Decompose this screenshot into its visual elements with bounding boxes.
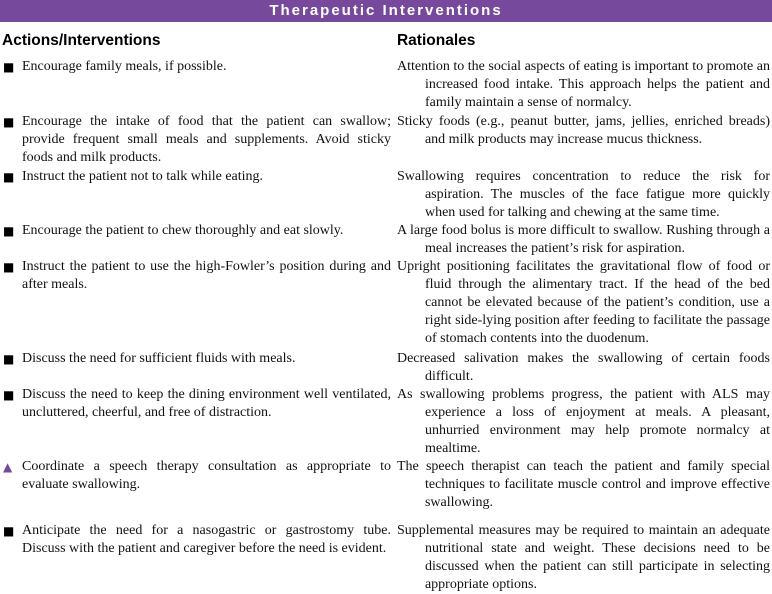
rationale-text: Sticky foods (e.g., peanut butter, jams, jellies, enriched breads) and milk products may increase mucus thickness. xyxy=(396,114,770,147)
square-bullet-icon: ■ xyxy=(3,170,15,184)
rationale-cell xyxy=(397,386,770,458)
action-cell xyxy=(2,168,391,186)
rationale-text: Attention to the social aspects of eating is important to promote an increased food intake. This approach helps the patient and family maintain a sense of normalcy. xyxy=(396,59,770,110)
action-text: Encourage the patient to chew thoroughly and eat slowly. xyxy=(22,223,344,238)
action-cell xyxy=(2,222,391,240)
rationale-cell xyxy=(397,168,770,222)
square-bullet-icon: ■ xyxy=(3,115,15,129)
table-row xyxy=(2,458,770,522)
action-cell xyxy=(2,458,391,494)
table-row xyxy=(2,113,770,168)
square-bullet-icon: ■ xyxy=(3,224,15,238)
square-bullet-icon: ■ xyxy=(3,60,15,74)
action-cell xyxy=(2,258,391,294)
rationale-text: A large food bolus is more difficult to swallow. Rushing through a meal increases the patient’s risk for aspiration. xyxy=(396,223,770,256)
table-row xyxy=(2,386,770,458)
action-cell xyxy=(2,386,391,422)
action-text: Instruct the patient to use the high-Fowler’s position during and after meals. xyxy=(22,259,391,292)
rationale-cell xyxy=(397,350,770,386)
action-text: Coordinate a speech therapy consultation as appropriate to evaluate swallowing. xyxy=(22,459,391,492)
rationale-cell xyxy=(397,258,770,348)
rationale-cell xyxy=(397,222,770,258)
action-cell xyxy=(2,113,391,167)
action-cell xyxy=(2,58,391,76)
rationale-text: Supplemental measures may be required to maintain an adequate nutritional state and weight. These decisions need to be discussed when the patient can still participate in selecting appropriate options. xyxy=(396,523,770,592)
table-row xyxy=(2,222,770,258)
action-text: Encourage the intake of food that the patient can swallow; provide frequent small meals and supplements. Avoid sticky foods and milk products. xyxy=(22,114,391,165)
square-bullet-icon: ■ xyxy=(3,352,15,366)
rationale-cell xyxy=(397,113,770,149)
action-cell xyxy=(2,522,391,558)
rationale-cell xyxy=(397,58,770,112)
square-bullet-icon: ■ xyxy=(3,388,15,402)
action-text: Anticipate the need for a nasogastric or gastrostomy tube. Discuss with the patient and caregiver before the need is evident. xyxy=(22,523,391,556)
column-headers xyxy=(2,32,770,50)
table-row xyxy=(2,58,770,113)
rationale-cell xyxy=(397,522,770,594)
rationale-text: Upright positioning facilitates the gravitational flow of food or fluid through the alimentary tract. If the head of the bed cannot be elevated because of the patient’s condition, use a right side-lying position after feeding to facilitate the passage of stomach contents into the duodenum. xyxy=(396,259,770,346)
table-title-bar: Therapeutic Interventions xyxy=(0,0,772,22)
table-row xyxy=(2,258,770,350)
action-text: Instruct the patient not to talk while eating. xyxy=(22,169,264,184)
actions-column-header: Actions/Interventions xyxy=(2,32,161,49)
rationale-text: The speech therapist can teach the patient and family special techniques to facilitate muscle control and improve effective swallowing. xyxy=(396,459,770,510)
rationale-text: Swallowing requires concentration to reduce the risk for aspiration. The muscles of the face fatigue more quickly when used for talking and chewing at the same time. xyxy=(396,169,770,220)
rationale-text: Decreased salivation makes the swallowing of certain foods difficult. xyxy=(396,351,770,384)
table-row xyxy=(2,522,770,594)
action-text: Discuss the need for sufficient fluids with meals. xyxy=(22,351,296,366)
triangle-bullet-icon: ▲ xyxy=(3,460,13,474)
table-body xyxy=(2,58,770,594)
rationale-text: As swallowing problems progress, the patient with ALS may experience a loss of enjoyment at meals. A pleasant, unhurried environment may help promote normalcy at mealtime. xyxy=(396,387,770,456)
square-bullet-icon: ■ xyxy=(3,260,15,274)
table-row xyxy=(2,168,770,222)
rationales-column-header: Rationales xyxy=(396,32,476,49)
rationale-cell xyxy=(397,458,770,512)
action-text: Encourage family meals, if possible. xyxy=(22,59,227,74)
action-text: Discuss the need to keep the dining environment well ventilated, uncluttered, cheerful, and free of distraction. xyxy=(22,387,391,420)
square-bullet-icon: ■ xyxy=(3,524,15,538)
table-row xyxy=(2,350,770,386)
action-cell xyxy=(2,350,391,368)
